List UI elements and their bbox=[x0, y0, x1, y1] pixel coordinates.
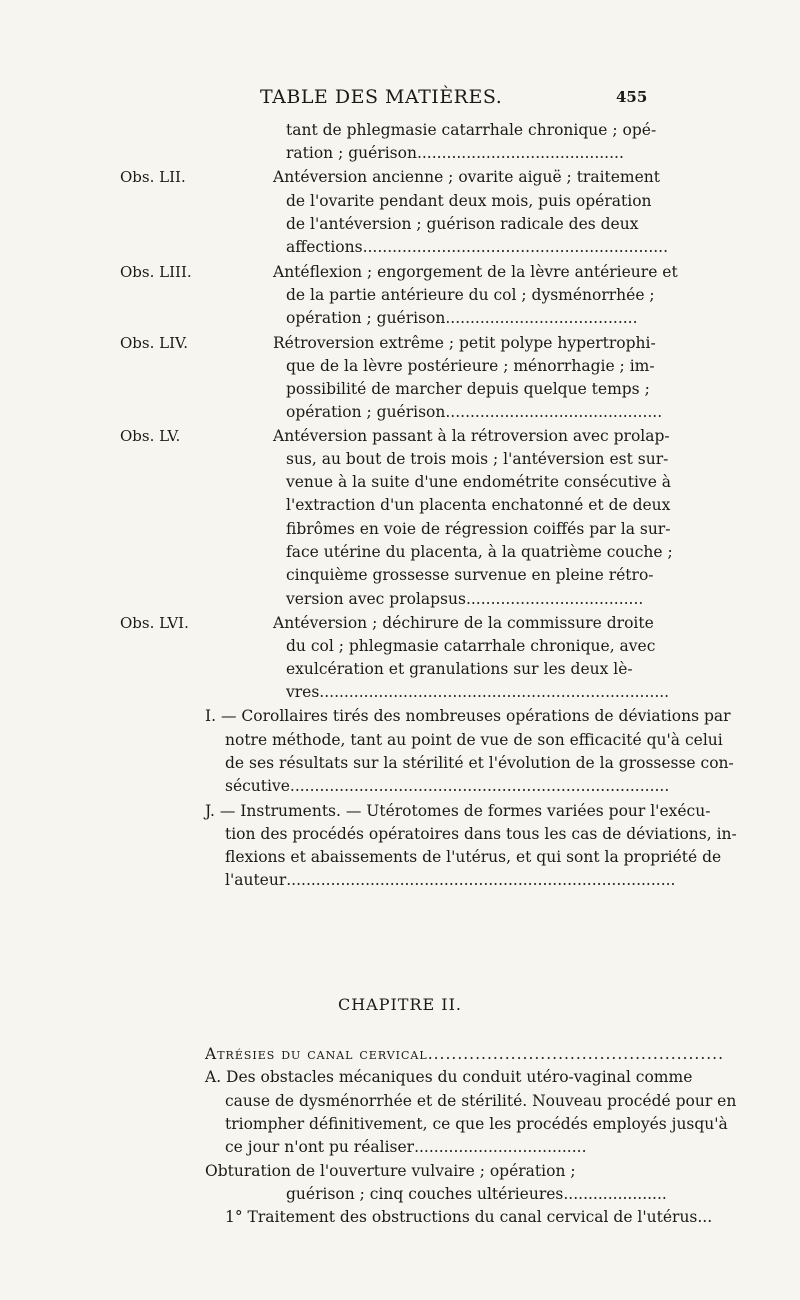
obs-label: Obs. LIII. bbox=[120, 263, 192, 281]
obs-label: Obs. LVI. bbox=[120, 614, 189, 632]
obs-label: Obs. LIV. bbox=[120, 334, 188, 352]
header-title: TABLE DES MATIÈRES. bbox=[260, 86, 503, 108]
book-page: TABLE DES MATIÈRES. 455 tant de phlegmasie catarrhale chronique ; opé- ration ; guérison.......................................... Obs. LII. Antéversion ancienne ; ovarite aiguë ; traitement de l'ovarite pendant deux mois, puis opération de l'antéversion ; guérison radicale des deux affections.............................................................. Obs. LIII. Antéflexion ; engorgement de la lèvre antérieure et de la partie antérieure du col ; dysménorrhée ; opération ; guérison....................................... Obs. LIV. Rétroversion extrême ; petit polype hypertrophi- que de la lèvre postérieure ; ménorrhagie ; im- possibilité de marcher depuis quelque temps ; opération ; guérison............................................ Obs. LV. Antéversion passant à la rétroversion avec prolap- sus, au bout de trois mois ; l'antéversion est sur- venue à la suite d'une endométrite consécutive à l'extraction d'un placenta enchatonné et de deux fibrômes en voie de régression coiffés par la sur- face utérine du placenta, à la quatrième couche ; cinquième grossesse survenue en pleine rétro- version avec prolapsus.................................... Obs. LVI. Antéversion ; déchirure de la commissure droite du col ; phlegmasie catarrhale chronique, avec exulcération et granulations sur les deux lè- vres....................................................................... I. — Corollaires tirés des nombreuses opérations de déviations par notre méthode, tant au point de vue de son efficacité qu'à celui de ses résultats sur la stérilité et l'évolution de la grossesse con- sécutive............................................................................. J. — Instruments. — Utérotomes de formes variées pour l'exécu- tion des procédés opératoires dans tous les cas de déviations, in- flexions et abaissements de l'utérus, et qui sont la propriété de l'auteur............................................................................... CHAPITRE II. Atrésies du canal cervical.................................................. A. Des obstacles mécaniques du conduit utéro-vaginal comme cause de dysménorrhée et de stérilité. Nouveau procédé pour en triompher définitivement, ce que les procédés employés jusqu'à ce jour n'ont pu réaliser................................... Obturation de l'ouverture vulvaire ; opération ; guérison ; cinq couches ultérieures..................... 1° Traitement des obstructions du canal cervical de l'utérus... bbox=[0, 0, 800, 1300]
obs-label: Obs. LV. bbox=[120, 427, 181, 445]
obs-label: Obs. LII. bbox=[120, 168, 186, 186]
running-header bbox=[0, 86, 800, 114]
chapter-heading: CHAPITRE II. bbox=[337, 995, 463, 1014]
page-number: 455 bbox=[616, 88, 648, 106]
